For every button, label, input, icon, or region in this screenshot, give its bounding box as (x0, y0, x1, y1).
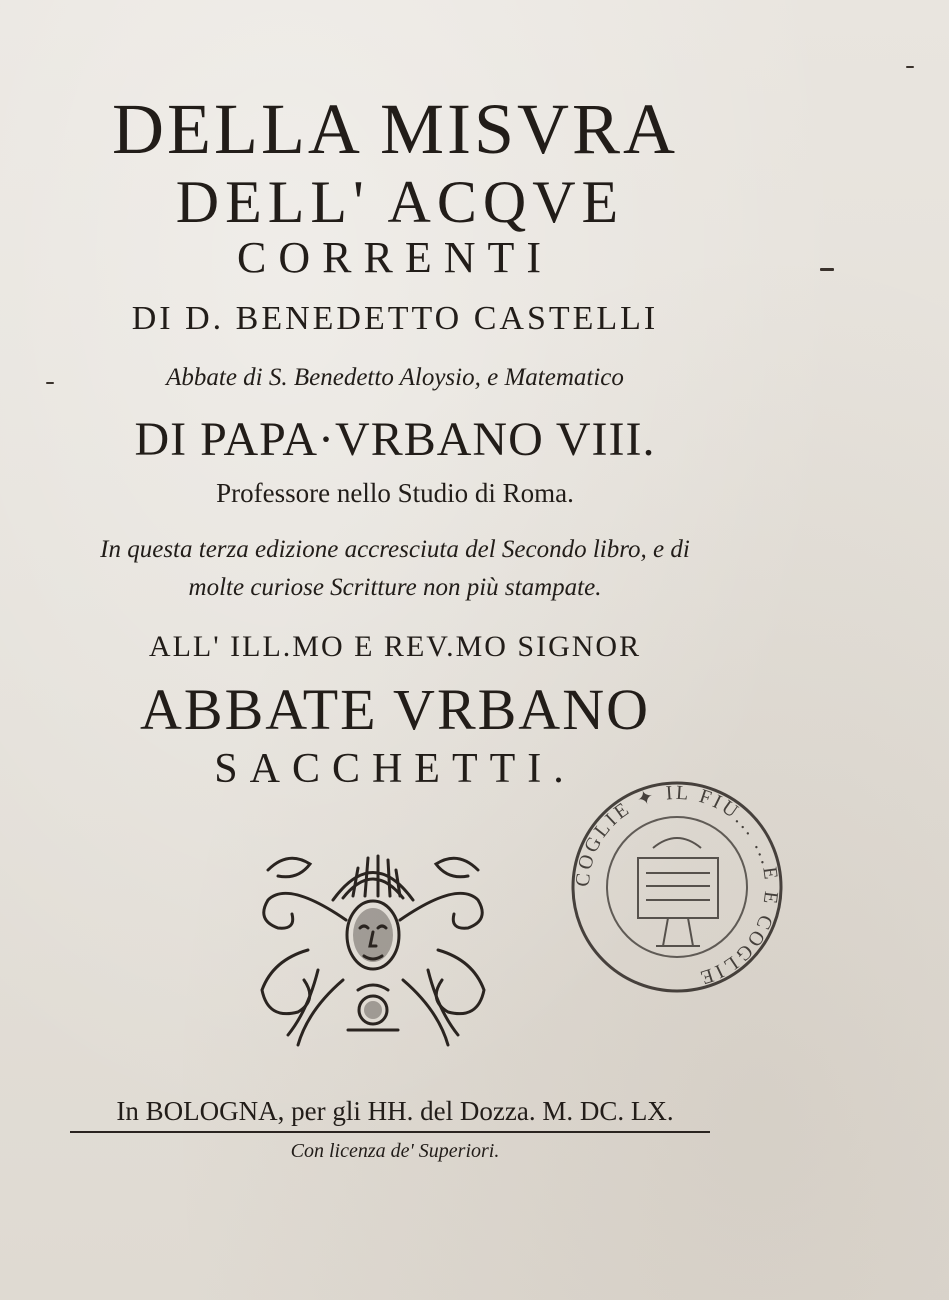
stamp-text: COGLIE ✦ IL FIU... ...E E COGLIE (571, 781, 783, 990)
library-stamp-icon (568, 778, 786, 996)
paper-speck (906, 66, 914, 68)
title-line-2: DELL' ACQVE (175, 169, 625, 235)
license-line: Con licenza de' Superiori. (290, 1140, 500, 1162)
title-line-3: CORRENTI (237, 233, 553, 282)
professor-line: Professore nello Studio di Roma. (216, 478, 574, 508)
imprint-rule (70, 1131, 710, 1133)
dedication-line: ALL' ILL.MO E REV.MO SIGNOR (148, 630, 642, 663)
title-line-1: DELLA MISVRA (111, 89, 678, 169)
patron-line: DI PAPA·VRBANO VIII. (134, 413, 656, 466)
dedicatee-line-1: ABBATE VRBANO (140, 677, 650, 742)
edition-line-1: In questa terza edizione accresciuta del Secondo libro, e di (100, 536, 690, 563)
woodcut-ornament-icon (248, 840, 498, 1050)
paper-speck (820, 268, 834, 271)
imprint-line: In BOLOGNA, per gli HH. del Dozza. M. DC. LX. (116, 1096, 674, 1126)
author-line: DI D. BENEDETTO CASTELLI (131, 300, 659, 337)
paper-speck (46, 382, 54, 384)
author-title: Abbate di S. Benedetto Aloysio, e Matematico (166, 364, 624, 391)
dedicatee-line-2: SACCHETTI. (214, 746, 576, 792)
edition-line-2: molte curiose Scritture non più stampate. (188, 574, 602, 601)
